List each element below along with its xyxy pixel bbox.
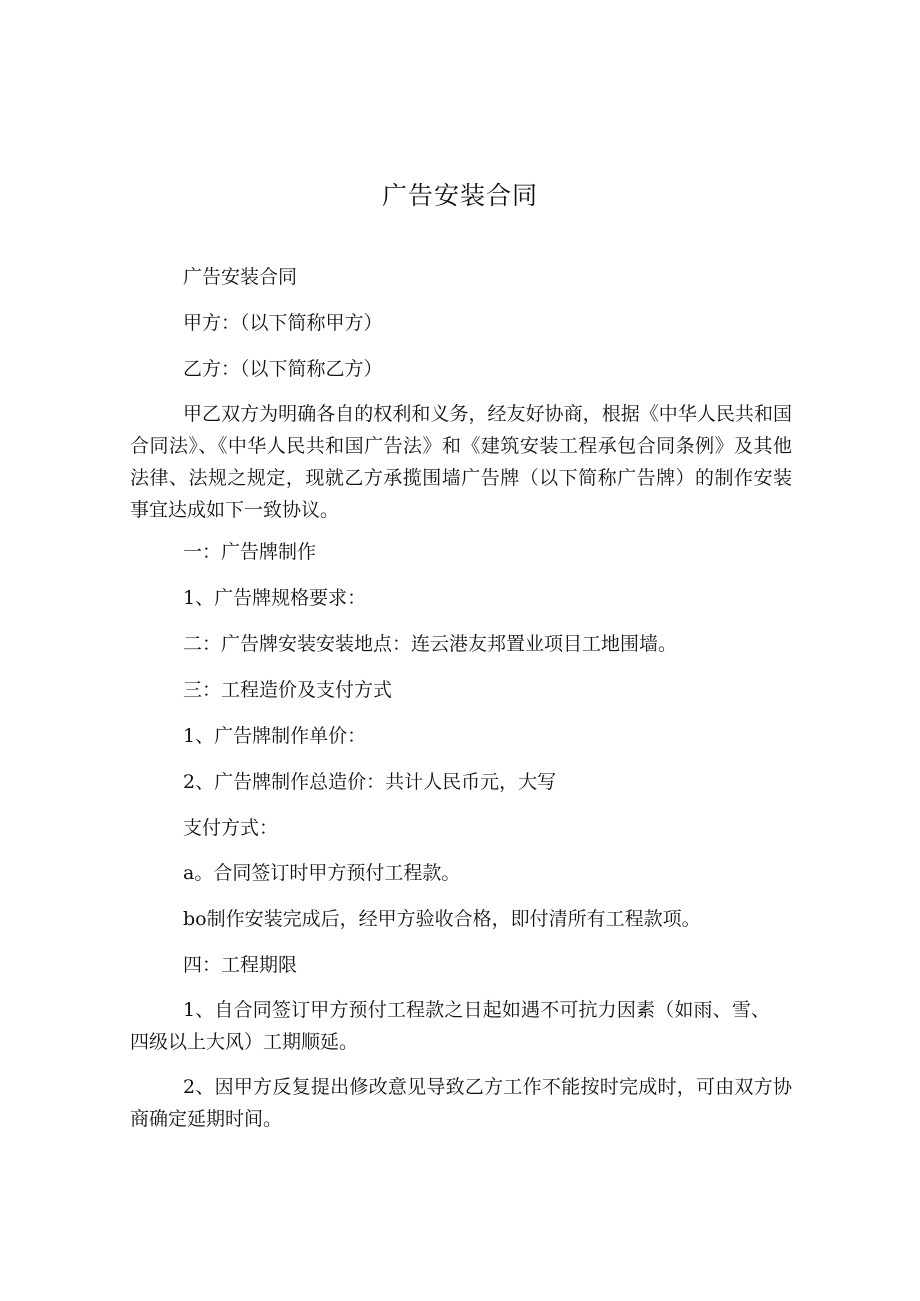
section-1-heading: 一：广告牌制作 — [183, 541, 317, 563]
item-1-1: 1、广告牌规格要求： — [183, 587, 367, 609]
item-3-1: 1、广告牌制作单价： — [183, 725, 367, 747]
payment-heading: 支付方式： — [183, 817, 279, 839]
payment-item-a: a。合同签订时甲方预付工程款。 — [183, 862, 461, 884]
party-a-line: 甲方：（以下简称甲方） — [183, 312, 383, 334]
section-4-heading: 四：工程期限 — [183, 954, 298, 976]
payment-item-b: bo制作安装完成后，经甲方验收合格，即付清所有工程款项。 — [183, 908, 701, 930]
section-3-heading: 三：工程造价及支付方式 — [183, 679, 393, 701]
party-b-line: 乙方：（以下简称乙方） — [183, 358, 383, 380]
item-4-2: 2、因甲方反复提出修改意见导致乙方工作不能按时完成时，可由双方协商确定延期时间。 — [130, 1076, 792, 1130]
document-title: 广告安装合同 — [381, 181, 538, 210]
section-2-heading: 二：广告牌安装安装地点：连云港友邦置业项目工地围墙。 — [183, 633, 678, 655]
item-3-2: 2、广告牌制作总造价：共计人民币元，大写 — [183, 771, 557, 793]
item-4-1: 1、自合同签订甲方预付工程款之日起如遇不可抗力因素（如雨、雪、四级以上大风）工期顺延。 — [130, 999, 770, 1053]
intro-paragraph: 甲乙双方为明确各自的权利和义务，经友好协商，根据《中华人民共和国合同法》、《中华人民共和国广告法》和《建筑安装工程承包合同条例》及其他法律、法规之规定，现就乙方承揽围墙广告牌（以下简称广告牌）的制作安装事宜达成如下一致协议。 — [130, 403, 792, 521]
subtitle: 广告安装合同 — [183, 266, 298, 288]
